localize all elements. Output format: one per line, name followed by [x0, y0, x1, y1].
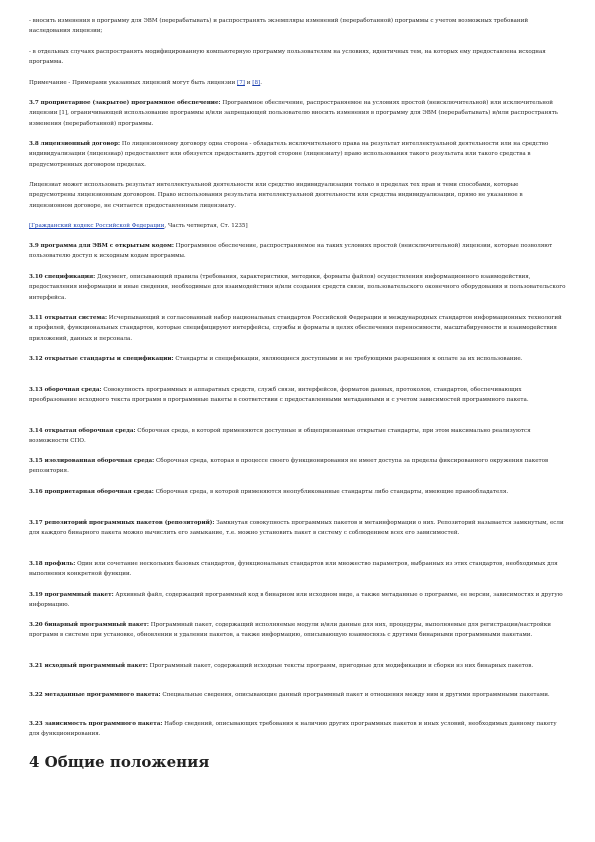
definition-text: Архивный файл, содержащий программный код в бинарном или исходном виде, а также метаданные о программе, ее версии, зависимостях и другую информацию. [29, 592, 563, 609]
definition-3-23 [29, 719, 566, 740]
definition-text: Документ, описывающий правила (требования, характеристики, методики, форматы файлов) осуществления информационного взаимодействия, предоставления информации и иные сведения, необходимые для взаимодействия и/или создания средств связи, пользовательского оконечного оборудования и пользовательского интерфейса. [29, 274, 566, 301]
definition-text: Стандарты и спецификации, являющиеся доступными и не требующими разрешения к оплате за их использование. [173, 356, 523, 362]
definition-term: 3.23 зависимость программного пакета: [29, 721, 163, 727]
definition-term: 3.11 открытая система: [29, 315, 108, 321]
section-heading: 4 Общие положения [29, 753, 210, 771]
paragraph-text: - вносить изменения в программу для ЭВМ (перерабатывать) и распространять экземпляры изменений (переработанной) программы с учетом возможных требований наследования лицензии; [29, 18, 529, 35]
definition-term: 3.22 метаданные программного пакета: [29, 692, 161, 698]
definition-text: Набор сведений, описывающих требования к наличию других программных пакетов и иных условий, необходимых данному пакету для функционирования. [29, 721, 557, 738]
definition-3-21 [29, 661, 566, 671]
definition-term: 3.18 профиль: [29, 561, 76, 567]
definition-3-9 [29, 241, 566, 262]
paragraph-rights-modify [29, 16, 566, 37]
definition-text: Специальные сведения, описывающие данный программный пакет и отношения между ним и другими программными пакетами. [160, 692, 550, 698]
definition-text: Программный пакет, содержащий исполняемые модули и/или данные для них, процедуры, выполняемые для регистрации/настройки программ в системе при установке, обновлении и удалении пакетов, а также информацию, описывающую взаимосвязь с другими бинарными программными пакетами. [29, 622, 551, 639]
definition-3-22 [29, 690, 566, 700]
paragraph-text: - в отдельных случаях распространять модифицированную компьютерную программу пользователям на условиях, идентичных тем, на которых ему предоставлена исходная программа. [29, 49, 546, 66]
definition-text: Один или сочетание нескольких базовых стандартов, функциональных стандартов или множество параметров, выбранных из этих стандартов, необходимых для выполнения конкретной функции. [29, 561, 558, 578]
definition-3-13 [29, 385, 566, 406]
definition-3-17 [29, 518, 566, 539]
definition-3-10 [29, 272, 566, 303]
definition-3-14 [29, 426, 566, 447]
definition-text: Совокупность программных и аппаратных средств, служб связи, интерфейсов, форматов данных, протоколов, стандартов, обеспечивающих преобразование исходного текста программ в программные пакеты в соответствии с предоставленными метаданными и с учетом зависимостей программного пакета. [29, 387, 529, 404]
definition-term: 3.9 программа для ЭВМ с открытым кодом: [29, 243, 174, 249]
reference-link-7[interactable]: [7] [237, 80, 245, 86]
definition-text: Сборочная среда, в которой применяются неопубликованные стандарты либо стандарты, имеющие правообладателя. [153, 489, 509, 495]
civil-code-link[interactable]: [Гражданский кодекс Российской Федерации [29, 223, 165, 229]
definition-3-20 [29, 620, 566, 641]
definition-3-8 [29, 139, 566, 170]
paragraph-text: , Часть четвертая, Ст. 1235] [164, 223, 248, 229]
definition-term: 3.7 проприетарное (закрытое) программное обеспечение: [29, 100, 221, 106]
definition-term: 3.17 репозиторий программных пакетов (репозиторий): [29, 520, 215, 526]
definition-text: Программный пакет, содержащий исходные тексты программ, пригодные для модификации и сборки из них бинарных пакетов. [147, 663, 534, 669]
definition-term: 3.20 бинарный программный пакет: [29, 622, 149, 628]
definition-term: 3.14 открытая оборочная среда: [29, 428, 136, 434]
definition-text: Программное обеспечение, распространяемое на условиях простой (неисключительной) или исключительной лицензии [1], ограничивающей использование программы и/или запрещающей пользователю вносить изменения в программу для ЭВМ (перерабатывать) и/или распространять изменения (переработанной) программы. [29, 100, 558, 127]
definition-term: 3.13 оборочная среда: [29, 387, 102, 393]
reference-link-8[interactable]: [8] [252, 80, 261, 86]
definition-3-16 [29, 487, 566, 497]
paragraph-text: и [244, 80, 253, 86]
definition-3-18 [29, 559, 566, 580]
paragraph-civil-code-citation [29, 221, 566, 231]
definition-text: Сборочная среда, в которой применяются доступные и общепризнанные открытые стандарты, при этом максимально реализуются возможности СПО. [29, 428, 531, 445]
definition-3-7 [29, 98, 566, 129]
paragraph-note [29, 78, 566, 88]
paragraph-text: . [260, 80, 262, 86]
paragraph-rights-distribute [29, 47, 566, 68]
definition-term: 3.10 спецификация: [29, 274, 96, 280]
definition-3-15 [29, 456, 566, 477]
definition-3-19 [29, 590, 566, 611]
definition-text: Сборочная среда, которая в процессе своего функционирования не имеет доступа за пределы фиксированного окружения пакетов репозитория. [29, 458, 549, 475]
definition-text: Исчерпывающий и согласованный набор национальных стандартов Российской Федерации и международных стандартов информационных технологий и профилей, функциональных стандартов, которые специфицируют интерфейсы, службы и форматы в целях обеспечения переносимости, масштабируемости и взаимодействия приложений, данных и персонала. [29, 315, 562, 342]
paragraph-text: Лицензиат может использовать результат интеллектуальной деятельности или средство индивидуализации только в пределах тех прав и теми способами, которые предусмотрены лицензионным договором. Право использования результата интеллектуальной деятельности или средства индивидуализации, прямо не указанное в лицензионном договоре, не считается предоставленным лицензиату. [29, 182, 523, 209]
definition-term: 3.12 открытые стандарты и спецификации: [29, 356, 174, 362]
definition-term: 3.19 программный пакет: [29, 592, 114, 598]
definition-3-12 [29, 354, 566, 364]
definition-term: 3.8 лицензионный договор: [29, 141, 121, 147]
definition-term: 3.21 исходный программный пакет: [29, 663, 148, 669]
definition-term: 3.16 проприетарная оборочная среда: [29, 489, 154, 495]
definition-3-11 [29, 313, 566, 344]
definition-text: Замкнутая совокупность программных пакетов и метаинформации о них. Репозиторий называется замкнутым, если для каждого бинарного пакета можно вычислить его замыкание, т.е. можно установить пакет в систему с соблюдением всех его зависимостей. [29, 520, 564, 537]
paragraph-text: Примечание - Примерами указанных лицензий могут быть лицензии [29, 80, 238, 86]
paragraph-licensee [29, 180, 566, 211]
definition-term: 3.15 изолированная оборочная среда: [29, 458, 155, 464]
definition-text: Программное обеспечение, распространяемое на таких условиях простой (неисключительной) лицензии, которые позволяют пользователю доступ к исходным кодам программы. [29, 243, 553, 260]
definition-text: По лицензионному договору одна сторона - обладатель исключительного права на результат интеллектуальной деятельности или на средство индивидуализации (лицензиар) предоставляет или обязуется предоставить другой стороне (лицензиату) право использования такого результата или такого средства в предусмотренных договором пределах. [29, 141, 549, 168]
